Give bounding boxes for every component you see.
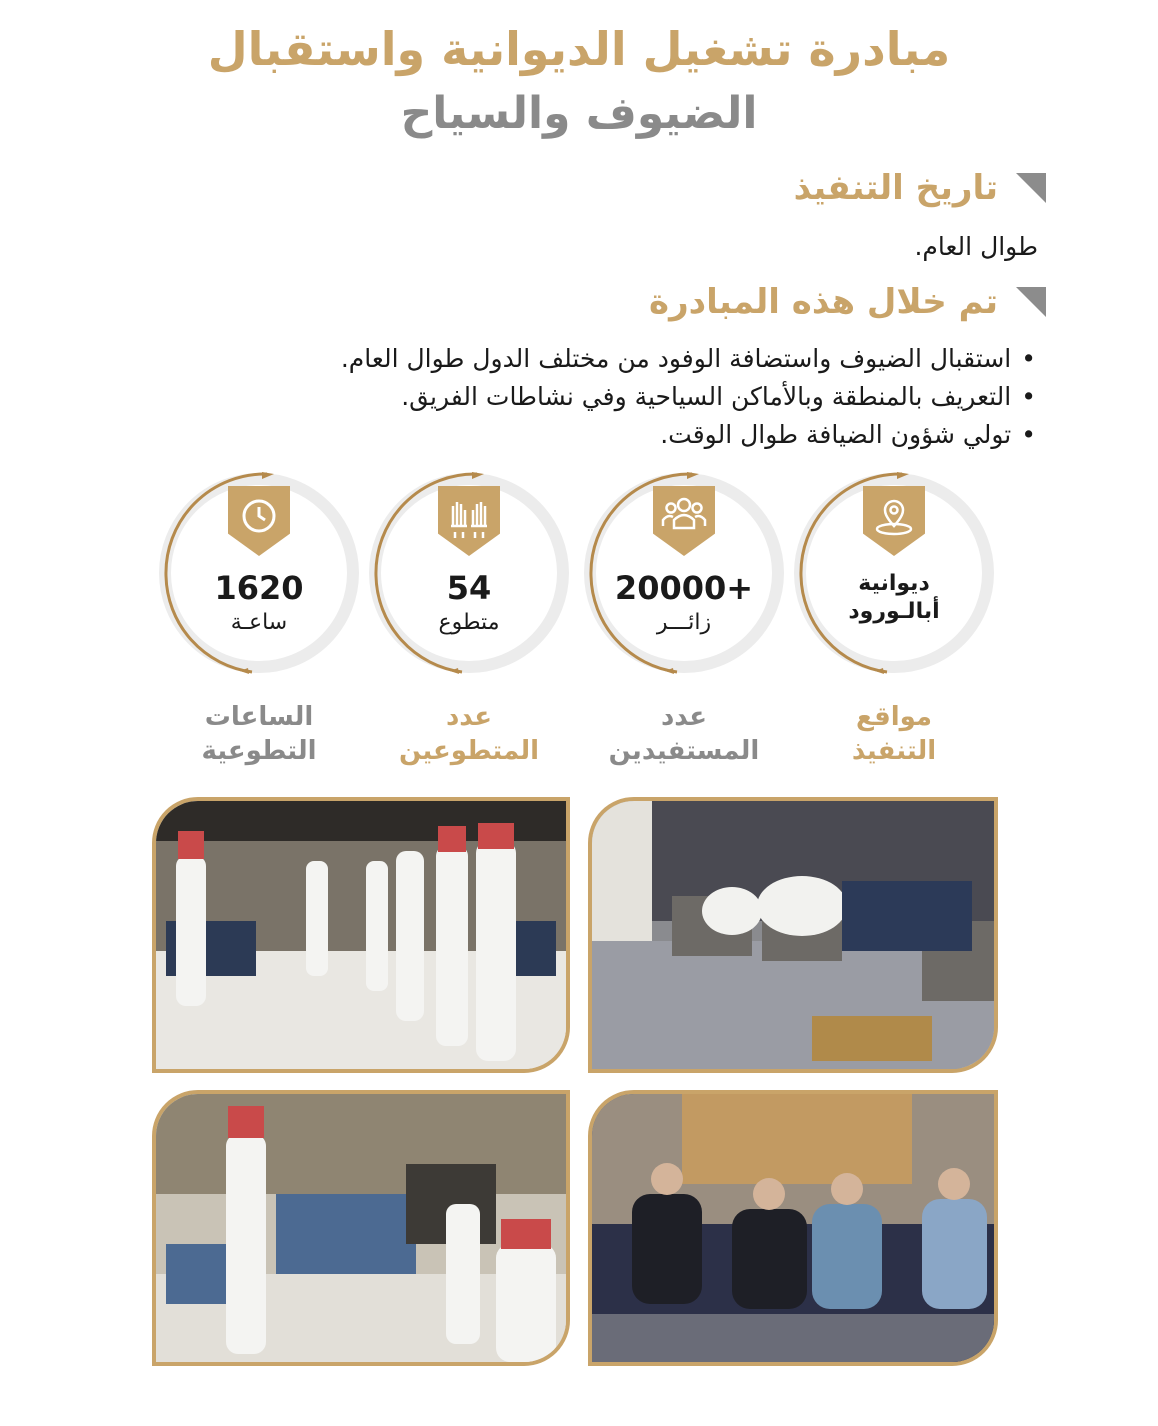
stat-label-beneficiaries: عدد المستفيدين [608, 702, 760, 766]
activities-list [156, 340, 1036, 454]
stat-label-volunteer-hours: الساعات التطوعية [201, 702, 317, 766]
section-marker-icon [1016, 173, 1046, 203]
stat-location: ديوانية أبالـورود [848, 571, 940, 624]
section-marker-icon [1016, 287, 1046, 317]
photo-visitors-seated [588, 1090, 998, 1366]
page-title: مبادرة تشغيل الديوانية واستقبال [207, 22, 951, 76]
page-subtitle: الضيوف والسياح [400, 88, 758, 139]
stat-beneficiaries [577, 466, 791, 680]
list-item: • استقبال الضيوف واستضافة الوفود من مختلف الدول طوال العام. [156, 340, 1036, 378]
photo-majlis-tour [152, 1090, 570, 1366]
stat-number: 54 [446, 569, 492, 607]
list-item: • التعريف بالمنطقة وبالأماكن السياحية وفي نشاطات الفريق. [156, 378, 1036, 416]
stat-unit: ساعـة [230, 610, 288, 635]
photo-majlis-reception [152, 797, 570, 1073]
stat-number: 1620 [214, 569, 304, 607]
execution-date-heading: تاريخ التنفيذ [794, 168, 1046, 208]
stat-volunteers [362, 466, 576, 680]
list-item: • تولي شؤون الضيافة طوال الوقت. [156, 416, 1036, 454]
stat-volunteer-hours [152, 466, 366, 680]
stat-number: 20000+ [614, 569, 754, 607]
execution-date-text: طوال العام. [914, 232, 1038, 261]
stat-label-volunteers: عدد المتطوعين [398, 702, 540, 766]
stat-unit: متطوع [438, 610, 500, 635]
activities-heading: تم خلال هذه المبادرة [649, 282, 1046, 322]
stat-unit: زائـــر [656, 610, 712, 635]
photo-guests-seated [588, 797, 998, 1073]
stat-locations [787, 466, 1001, 680]
stat-label-locations: مواقع التنفيذ [851, 702, 937, 766]
